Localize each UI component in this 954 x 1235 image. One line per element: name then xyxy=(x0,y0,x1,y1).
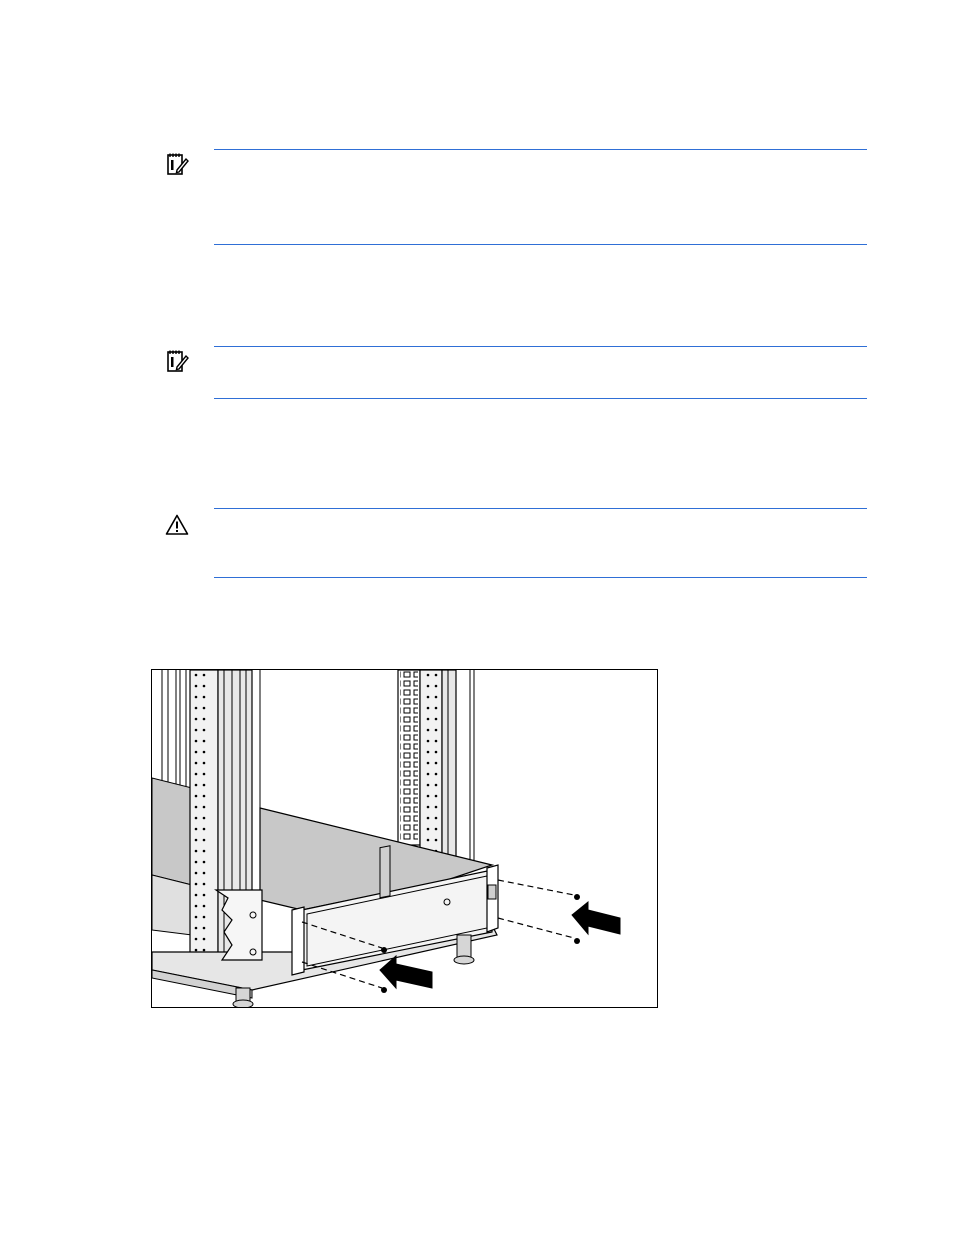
notice-1-top-rule xyxy=(214,149,867,150)
notice-2-top-rule xyxy=(214,346,867,347)
important-note-icon xyxy=(165,152,189,176)
warning-triangle-icon xyxy=(165,513,189,537)
important-note-icon xyxy=(165,349,189,373)
rack-back-left-panel xyxy=(162,670,186,790)
rack-right-rear-post xyxy=(398,670,474,862)
chassis-side-left xyxy=(152,778,192,885)
notice-1-bottom-rule xyxy=(214,244,867,245)
notice-2-bottom-rule xyxy=(214,398,867,399)
notice-3-bottom-rule xyxy=(214,577,867,578)
left-mounting-ear xyxy=(292,907,304,975)
rack-installation-figure xyxy=(151,669,658,1008)
notice-3-top-rule xyxy=(214,508,867,509)
